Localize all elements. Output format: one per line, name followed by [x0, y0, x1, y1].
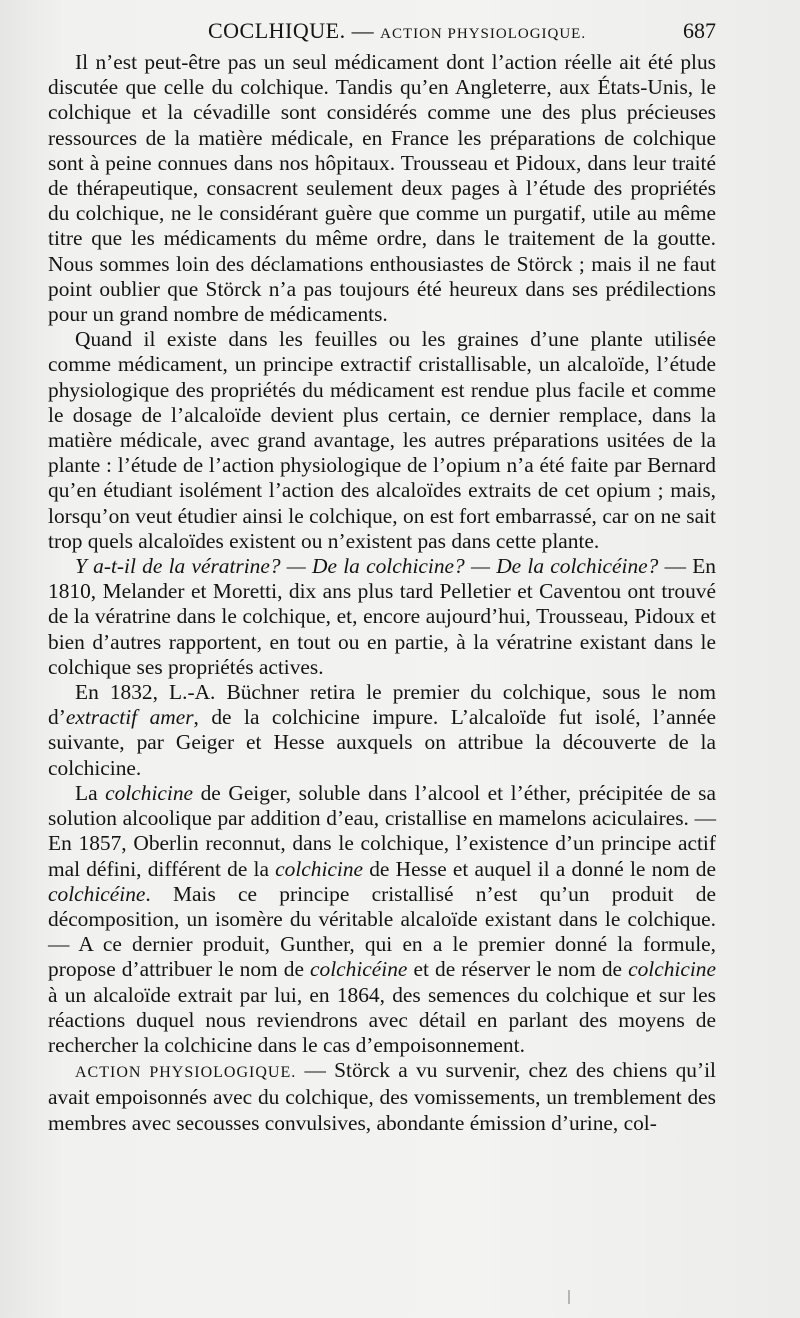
italic-text: Y a-t-il de la vératrine? — De la colchicine? — De la colchicéine? [75, 554, 659, 579]
page-body [48, 50, 716, 1136]
running-title-section: ACTION PHYSIOLOGIQUE. [380, 26, 587, 42]
italic-text: colchicéine [48, 881, 146, 906]
italic-text: extractif amer [65, 705, 194, 730]
paragraph-text: Quand il existe dans les feuilles ou les graines d’une plante utilisée comme médicament, un principe extractif cristallisable, un alcaloïde, l’étude physiologique des propriétés du médicament est rendue plus facile et comme le dosage de l’alcaloïde devient plus certain, ce dernier remplace, dans la matière médicale, avec grand avantage, les autres préparations usitées de la plante : l’étude de l’action physiologique de l’opium n’a été faite par Bernard qu’en étudiant isolément l’action des alcaloïdes extraits de cet opium ; mais, lorsqu’on veut étudier ainsi le colchique, on est fort embarrassé, car on ne sait trop quels alcaloïdes existent ou n’existent pas dans cette plante. [48, 327, 716, 553]
italic-text: colchicine [628, 957, 717, 982]
running-title-main: COCLHIQUE. — [208, 18, 375, 43]
paragraph [48, 327, 716, 554]
running-title [208, 18, 586, 44]
paragraph-text: Il n’est peut-être pas un seul médicament dont l’action réelle ait été plus discutée que celle du colchique. Tandis qu’en Angleterre, aux États-Unis, le colchique et la cévadille sont considérés comme une des plus précieuses ressources de la matière médicale, en France les préparations de colchique sont à peine connues dans nos hôpitaux. Trousseau et Pidoux, dans leur traité de thérapeutique, consacrent seulement deux pages à l’étude des propriétés du colchique, ne le considérant guère que comme un purgatif, utile au même titre que les médicaments du même ordre, dans le traitement de la goutte. Nous sommes loin des déclamations enthousiastes de Störck ; mais il ne faut point oublier que Störck n’a pas toujours été heureux dans ses prédilections pour un grand nombre de médicaments. [48, 50, 716, 327]
paragraph-text: et de réserver le nom de [407, 957, 629, 982]
paragraph-text: La [75, 780, 106, 805]
paragraph-text: de Geiger, soluble dans l’alcool et l’éther, précipitée de sa solution alcoolique par addition d’eau, cristallise en mamelons aciculaires. — En 1857, Oberlin reconnut, dans le colchique, l’existence d’un principe actif mal défini, différent de la [48, 780, 716, 881]
paragraph-text: de Hesse et auquel il a donné le nom de [363, 856, 716, 881]
paragraph-text: , de la colchicine impure. L’alcaloïde fut isolé, l’année suivante, par Geiger et Hesse auxquels on attribue la découverte de la colchicine. [48, 705, 716, 780]
paragraph-text: — En 1810, Melander et Moretti, dix ans plus tard Pelletier et Caventou ont trouvé de la vératrine dans le colchique, et, encore aujourd’hui, Trousseau, Pidoux et bien d’autres rapportent, en tout ou en partie, à la vératrine existant dans le colchique ses propriétés actives. [48, 554, 716, 679]
italic-text: colchicine [105, 780, 194, 805]
section-heading-text: ACTION PHYSIOLOGIQUE. [75, 1064, 297, 1082]
paragraph [48, 50, 716, 327]
margin-mark [568, 1290, 570, 1304]
page-number: 687 [683, 18, 716, 43]
italic-text: colchicéine [310, 957, 408, 982]
paragraph [48, 554, 716, 680]
paragraph [48, 1058, 716, 1136]
italic-text: colchicine [275, 856, 364, 881]
paragraph-text: à un alcaloïde extrait par lui, en 1864, des semences du colchique et sur les réactions duquel nous reviendrons avec détail en parlant des moyens de rechercher la colchicine dans le cas d’empoisonnement. [48, 982, 716, 1057]
running-header [48, 16, 716, 48]
paragraph-text: — Störck a vu survenir, chez des chiens qu’il avait empoisonnés avec du colchique, des vomissements, un tremblement des membres avec secousses convulsives, abondante émission d’urine, col- [48, 1058, 716, 1135]
paragraph-text: En 1832, L.-A. Büchner retira le premier du colchique, sous le nom d’ [48, 680, 716, 730]
paragraph [48, 781, 716, 1058]
paragraph-text: . Mais ce principe cristallisé n’est qu’un produit de décomposition, un isomère du véritable alcaloïde existant dans le colchique. — A ce dernier produit, Gunther, qui en a le premier donné la formule, propose d’attribuer le nom de [48, 881, 716, 982]
paragraph [48, 680, 716, 781]
